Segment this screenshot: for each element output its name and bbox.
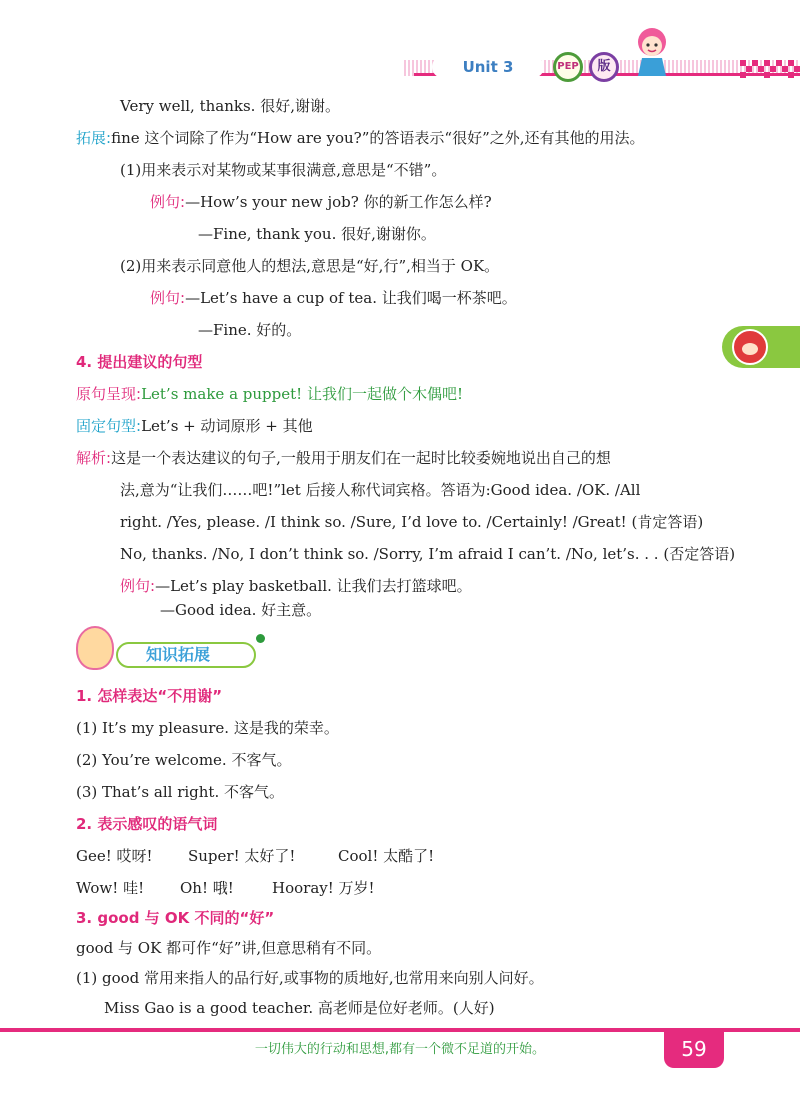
checker-pattern (740, 60, 800, 76)
text-line: (1)用来表示对某物或某事很满意,意思是“不错”。 (120, 161, 447, 179)
section-heading: 3. good 与 OK 不同的“好” (76, 909, 275, 927)
text-line: —Good idea. 好主意。 (160, 601, 322, 619)
text-line: (1) good 常用来指人的品行好,或事物的质地好,也常用来向别人问好。 (76, 969, 544, 987)
page-number: 59 (681, 1037, 707, 1061)
text-line: (2)用来表示同意他人的想法,意思是“好,行”,相当于 OK。 (120, 257, 500, 275)
banner-title: 知识拓展 (146, 645, 211, 664)
text-line (150, 288, 517, 308)
text-line: Cool! 太酷了! (338, 847, 435, 865)
text-line (76, 128, 645, 148)
label-example: 例句: (150, 289, 186, 307)
text-line: —Fine. 好的。 (198, 321, 302, 339)
text-span: Let’s + 动词原形 + 其他 (141, 417, 313, 435)
text-span: 这是一个表达建议的句子,一般用于朋友们在一起时比较委婉地说出自己的想 (111, 449, 611, 467)
label-pattern: 固定句型: (76, 417, 142, 435)
text-line: Very well, thanks. 很好,谢谢。 (120, 97, 340, 115)
label-example: 例句: (120, 577, 156, 595)
section-heading: 1. 怎样表达“不用谢” (76, 687, 223, 705)
label-analysis: 解析: (76, 449, 112, 467)
text-span: Let’s make a puppet! 让我们一起做个木偶吧! (141, 385, 463, 403)
banner-dot (256, 634, 265, 643)
label-expand: 拓展: (76, 129, 112, 147)
text-line (76, 384, 463, 404)
knowledge-banner (76, 624, 246, 674)
label-original: 原句呈现: (76, 385, 142, 403)
text-line: (2) You’re welcome. 不客气。 (76, 751, 292, 769)
edition-badge: 版 (589, 52, 619, 82)
text-line: right. /Yes, please. /I think so. /Sure, I’d love to. /Certainly! /Great! (肯定答语) (120, 513, 704, 531)
text-line: No, thanks. /No, I don’t think so. /Sorry, I’m afraid I can’t. /No, let’s. . . (否定答语) (120, 545, 736, 563)
girl-mascot-icon (620, 22, 680, 78)
text-line: (1) It’s my pleasure. 这是我的荣幸。 (76, 719, 339, 737)
section-heading: 4. 提出建议的句型 (76, 353, 203, 371)
text-line: Gee! 哎呀! (76, 847, 153, 865)
cartoon-kid-icon (76, 626, 114, 670)
section-heading: 2. 表示感叹的语气词 (76, 815, 218, 833)
text-span: —How’s your new job? 你的新工作怎么样? (185, 193, 492, 211)
text-line (76, 416, 313, 436)
pep-badge: PEP (553, 52, 583, 82)
text-line (120, 576, 472, 596)
text-span: fine 这个词除了作为“How are you?”的答语表示“很好”之外,还有其他的用法。 (111, 129, 645, 147)
text-line: Miss Gao is a good teacher. 高老师是位好老师。(人好) (104, 999, 495, 1017)
text-line: good 与 OK 都可作“好”讲,但意思稍有不同。 (76, 939, 382, 957)
text-line: —Fine, thank you. 很好,谢谢你。 (198, 225, 436, 243)
text-line: Hooray! 万岁! (272, 879, 375, 897)
text-line (76, 448, 611, 468)
text-span: —Let’s have a cup of tea. 让我们喝一杯茶吧。 (185, 289, 517, 307)
text-line: (3) That’s all right. 不客气。 (76, 783, 284, 801)
text-line (150, 192, 492, 212)
text-line: 法,意为“让我们……吧!”let 后接人称代词宾格。答语为:Good idea. /OK. /All (120, 481, 641, 499)
footer-motto: 一切伟大的行动和思想,都有一个微不足道的开始。 (254, 1042, 546, 1057)
label-example: 例句: (150, 193, 186, 211)
cat-face-icon (732, 329, 768, 365)
unit-label: Unit 3 (432, 56, 544, 78)
text-line: Oh! 哦! (180, 879, 234, 897)
text-line: Wow! 哇! (76, 879, 145, 897)
text-span: —Let’s play basketball. 让我们去打篮球吧。 (155, 577, 472, 595)
text-line: Super! 太好了! (188, 847, 296, 865)
